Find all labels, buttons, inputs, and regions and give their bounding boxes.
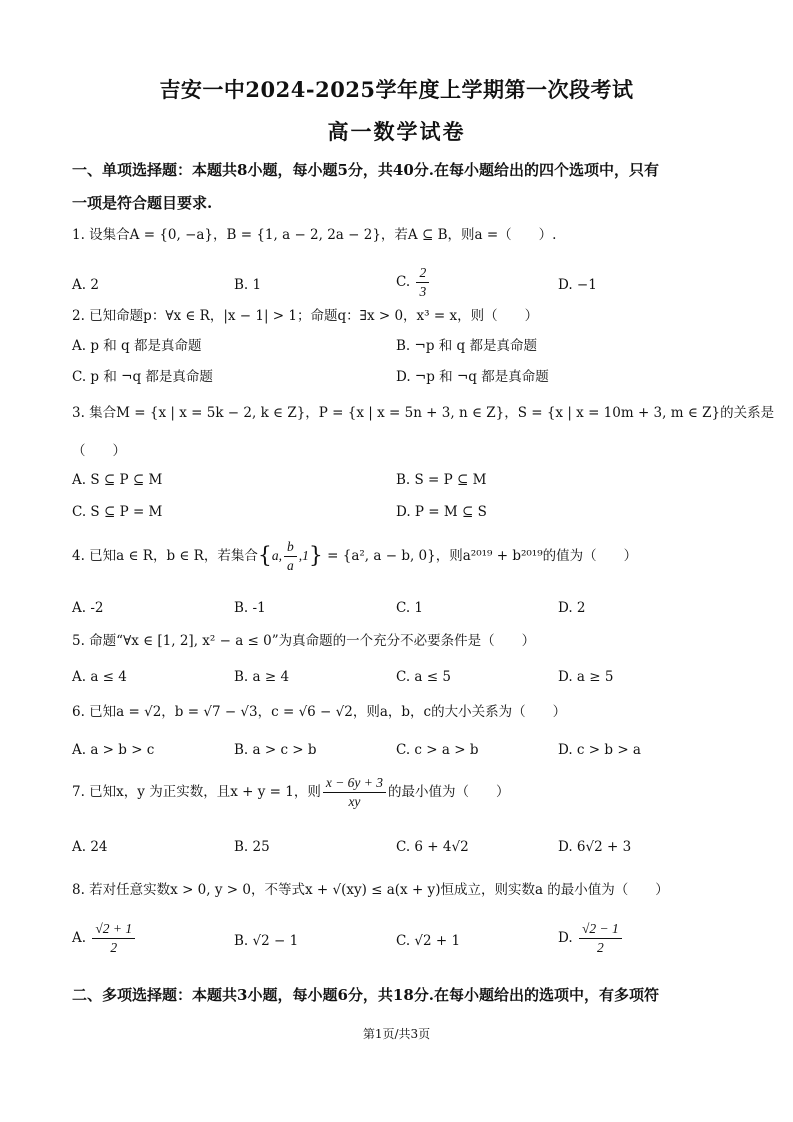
question-2-option-b: B. ¬p 和 q 都是真命题 [396,338,537,354]
question-7-stem-part-b: 的最小值为（ ） [388,784,510,800]
question-6-option-d: D. c > b > a [558,742,641,758]
question-4-option-b: B. -1 [234,600,266,616]
page-subtitle: 高一数学试卷 [327,119,466,144]
question-4-equals-icon: = [322,548,343,564]
question-5-option-a: A. a ≤ 4 [72,669,127,685]
fraction-numerator: x − 6y + 3 [323,774,386,793]
question-4-option-a: A. -2 [72,600,104,616]
question-7-stem [72,774,722,811]
question-4-stem-part-b: {a², a − b, 0}，则a²⁰¹⁹ + b²⁰¹⁹的值为（ ） [342,548,638,564]
section-2-heading [72,979,722,1012]
question-6-option-a: A. a > b > c [72,742,155,758]
question-7-stem-part-a: 7. 已知x，y 为正实数，且x + y = 1，则 [72,784,321,800]
fraction-denominator: 2 [596,940,604,955]
question-4-stem-part-a: 4. 已知a ∈ R，b ∈ R，若集合 [72,548,258,564]
fraction-denominator: a [286,558,294,573]
question-7-option-c: C. 6 + 4√2 [396,839,469,855]
question-6-option-c: C. c > a > b [396,742,479,758]
question-8-option-b: B. √2 − 1 [234,933,299,949]
question-3-stem: 3. 集合M = {x | x = 5k − 2, k ∈ Z}，P = {x | x = 5n + 3, n ∈ Z}，S = {x | x = 10m + 3, m ∈ Z}的关系是 [72,405,775,421]
question-7-option-b: B. 25 [234,839,270,855]
question-8-option-d-fraction [579,920,622,957]
question-5-option-b: B. a ≥ 4 [234,669,290,685]
question-3-stem-continued: （ ） [72,443,126,459]
question-2-option-a: A. p 和 q 都是真命题 [72,338,202,354]
right-brace-icon: } [308,543,323,569]
question-8-option-a-label: A. [72,930,87,946]
section-2-line-1: 二、多项选择题：本题共3小题，每小题6分，共18分.在每小题给出的选项中，有多项符 [72,986,659,1004]
question-7-option-a: A. 24 [72,839,108,855]
question-8-option-d-label: D. [558,930,573,946]
fraction-numerator: b [284,538,297,557]
question-8-option-a [72,920,137,957]
fraction-denominator: xy [348,794,361,809]
question-5-stem: 5. 命题“∀x ∈ [1, 2], x² − a ≤ 0”为真命题的一个充分不必要条件是（ ） [72,633,536,649]
page-title: 吉安一中2024-2025学年度上学期第一次段考试 [159,77,634,102]
question-5-option-d: D. a ≥ 5 [558,669,614,685]
question-4-option-c: C. 1 [396,600,424,616]
question-2-option-d: D. ¬p 和 ¬q 都是真命题 [396,369,549,385]
question-4-stem [72,538,722,575]
left-brace-icon: { [257,543,272,569]
question-7-option-d: D. 6√2 + 3 [558,839,632,855]
question-3-option-c: C. S ⊆ P = M [72,504,163,520]
question-1-stem: 1. 设集合A = {0, −a}，B = {1, a − 2, 2a − 2}，若A ⊆ B，则a =（ ）. [72,227,557,243]
page-footer: 第1页/共3页 [362,1027,431,1041]
question-1-option-c-fraction [416,264,429,301]
section-1-line-2: 一项是符合题目要求. [72,194,213,212]
question-6-stem: 6. 已知a = √2，b = √7 − √3，c = √6 − √2，则a，b，c的大小关系为（ ） [72,704,567,720]
question-1-option-d: D. −1 [558,277,597,293]
question-4-set-a: a, [271,548,282,563]
question-8-option-c: C. √2 + 1 [396,933,461,949]
question-1-option-a: A. 2 [72,277,99,293]
question-6-option-b: B. a > c > b [234,742,317,758]
question-2-option-c: C. p 和 ¬q 都是真命题 [72,369,213,385]
question-8-option-a-fraction [92,920,135,957]
question-1-option-b: B. 1 [234,277,262,293]
fraction-numerator: √2 + 1 [92,920,135,939]
question-8-option-d [558,920,624,957]
question-1-option-c [396,264,431,301]
question-1-option-c-label: C. [396,274,411,290]
question-3-option-a: A. S ⊆ P ⊆ M [72,472,163,488]
section-1-heading [72,154,722,220]
question-4-option-d: D. 2 [558,600,586,616]
question-2-stem: 2. 已知命题p：∀x ∈ R，|x − 1| > 1；命题q：∃x > 0，x³ = x，则（ ） [72,308,539,324]
question-7-fraction [323,774,386,811]
question-3-option-d: D. P = M ⊆ S [396,504,487,520]
question-5-option-c: C. a ≤ 5 [396,669,451,685]
section-1-line-1: 一、单项选择题：本题共8小题，每小题5分，共40分.在每小题给出的四个选项中，只有 [72,161,659,179]
question-4-set-b: ,1 [298,548,309,563]
fraction-denominator: 2 [110,940,118,955]
question-8-stem: 8. 若对任意实数x > 0, y > 0，不等式x + √(xy) ≤ a(x + y)恒成立，则实数a 的最小值为（ ） [72,882,669,898]
question-4-set-fraction [284,538,297,575]
fraction-numerator: 2 [416,264,429,283]
fraction-denominator: 3 [419,284,427,299]
fraction-numerator: √2 − 1 [579,920,622,939]
question-3-option-b: B. S = P ⊆ M [396,472,487,488]
